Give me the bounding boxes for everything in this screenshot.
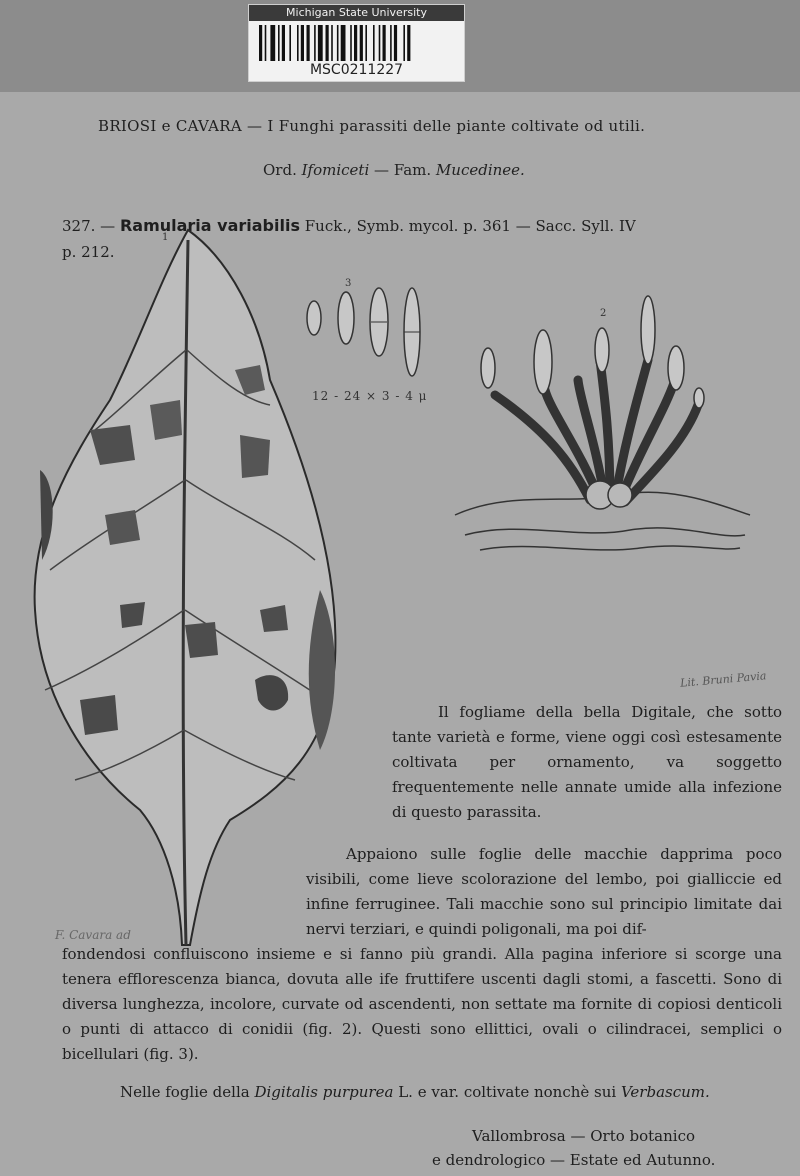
conidiophore-illustration [450,290,760,580]
order-prefix: Ord. [263,161,297,179]
species-name: Ramularia variabilis [119,216,300,235]
citation: Fuck., Symb. mycol. p. 361 — Sacc. Syll. IV [304,217,636,235]
family-name: Mucedinee. [435,161,525,179]
taxonomy-line [263,161,525,179]
p3-mid: L. e var. coltivate nonchè sui [398,1083,617,1101]
page-title: BRIOSI e CAVARA — I Funghi parassiti delle piante coltivate od utili. [98,117,646,135]
barcode-label [248,4,465,82]
host-digitalis: Digitalis purpurea [254,1083,394,1101]
spores-illustration [300,284,430,379]
spore-measurement: 12 - 24 × 3 - 4 μ [312,389,428,403]
barcode-id: MSC0211227 [309,62,404,78]
family-separator: — Fam. [374,161,432,179]
paragraph-2a: Appaiono sulle foglie delle macchie dapprima poco visibili, come lieve scolorazione del lembo, poi gialliccie ed infine ferruginee. Tali macchie sono sul principio limitate dai nervi terziari, e quindi poligonali, ma poi dif- [306,845,782,938]
p3-start: Nelle foglie della [120,1083,250,1101]
figure-1-label: 1 [162,232,169,243]
paragraph-1: Il fogliame della bella Digitale, che sotto tante varietà e forme, viene oggi così estesamente coltivata per ornamento, va soggetto frequentemente nelle annate umide alla infezione di questo parassita. [392,703,782,821]
order-name: Ifomiceti [301,161,370,179]
paragraph-2b: fondendosi confluiscono insieme e si fanno più grandi. Alla pagina inferiore si scorge una tenera efflorescenza bianca, dovuta alle ife fruttifere uscenti dagli stomi, a fascetti. Sono di diversa lunghezza, incolore, curvate od ascendenti, non settate ma fornite di copiosi denticoli o punti di attacco di conidii (fig. 2). Questi sono ellittici, ovali o cilindracei, semplici o bicellulari (fig. 3). [62,945,782,1063]
figure-2-label: 2 [600,308,607,319]
locality-line-2: e dendrologico — Estate ed Autunno. [432,1151,716,1169]
institution-name: Michigan State University [249,5,464,21]
host-verbascum: Verbascum. [620,1083,710,1101]
locality-line-1: Vallombrosa — Orto botanico [472,1127,696,1145]
paragraph-3 [62,1080,782,1105]
barcode-icon [259,25,454,61]
drawer-credit: F. Cavara ad [55,928,131,942]
lithographer-credit: Lit. Bruni Pavia [679,669,767,690]
page-ref: p. 212. [62,243,115,261]
figure-3-label: 3 [345,278,352,289]
entry-number: 327. — [62,217,116,235]
